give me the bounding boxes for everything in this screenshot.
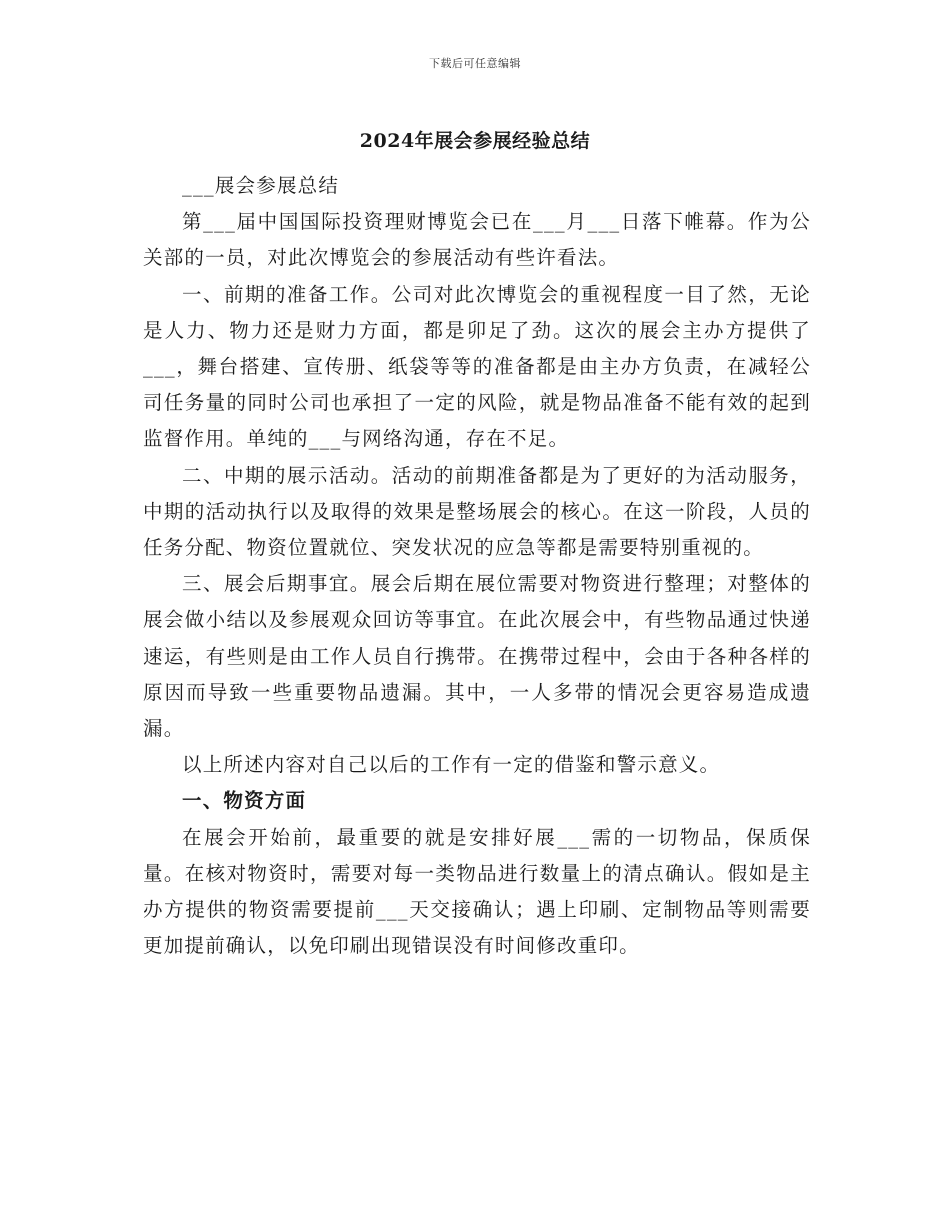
page-header-note: 下载后可任意编辑 — [429, 57, 521, 70]
document-body — [143, 168, 811, 964]
paragraph-later-stage: 三、展会后期事宜。展会后期在展位需要对物资进行整理；对整体的展会做小结以及参展观众回访等事宜。在此次展会中，有些物品通过快递速运，有些则是由工作人员自行携带。在携带过程中，会由于各种各样的原因而导致一些重要物品遗漏。其中，一人多带的情况会更容易造成遗漏。 — [143, 572, 811, 741]
section-heading-materials: 一、物资方面 — [182, 789, 307, 813]
paragraph-materials: 在展会开始前，最重要的就是安排好展___需的一切物品，保质保量。在核对物资时，需要对每一类物品进行数量上的清点确认。假如是主办方提供的物资需要提前___天交接确认；遇上印刷、定制物品等则需要更加提前确认，以免印刷出现错误没有时间修改重印。 — [143, 825, 811, 958]
document-title: 2024年展会参展经验总结 — [359, 130, 591, 152]
paragraph-subtitle: ___展会参展总结 — [182, 174, 340, 197]
paragraph-preparation: 一、前期的准备工作。公司对此次博览会的重视程度一目了然，无论是人力、物力还是财力方面，都是卯足了劲。这次的展会主办方提供了___，舞台搭建、宣传册、纸袋等等的准备都是由主办方负责，在减轻公司任务量的同时公司也承担了一定的风险，就是物品准备不能有效的起到监督作用。单纯的___与网络沟通，存在不足。 — [143, 282, 811, 451]
paragraph-intro: 第___届中国国际投资理财博览会已在___月___日落下帷幕。作为公关部的一员，对此次博览会的参展活动有些许看法。 — [143, 210, 811, 270]
paragraph-midterm: 二、中期的展示活动。活动的前期准备都是为了更好的为活动服务，中期的活动执行以及取得的效果是整场展会的核心。在这一阶段，人员的任务分配、物资位置就位、突发状况的应急等都是需要特别重视的。 — [143, 463, 811, 560]
paragraph-conclusion: 以上所述内容对自己以后的工作有一定的借鉴和警示意义。 — [182, 753, 721, 777]
